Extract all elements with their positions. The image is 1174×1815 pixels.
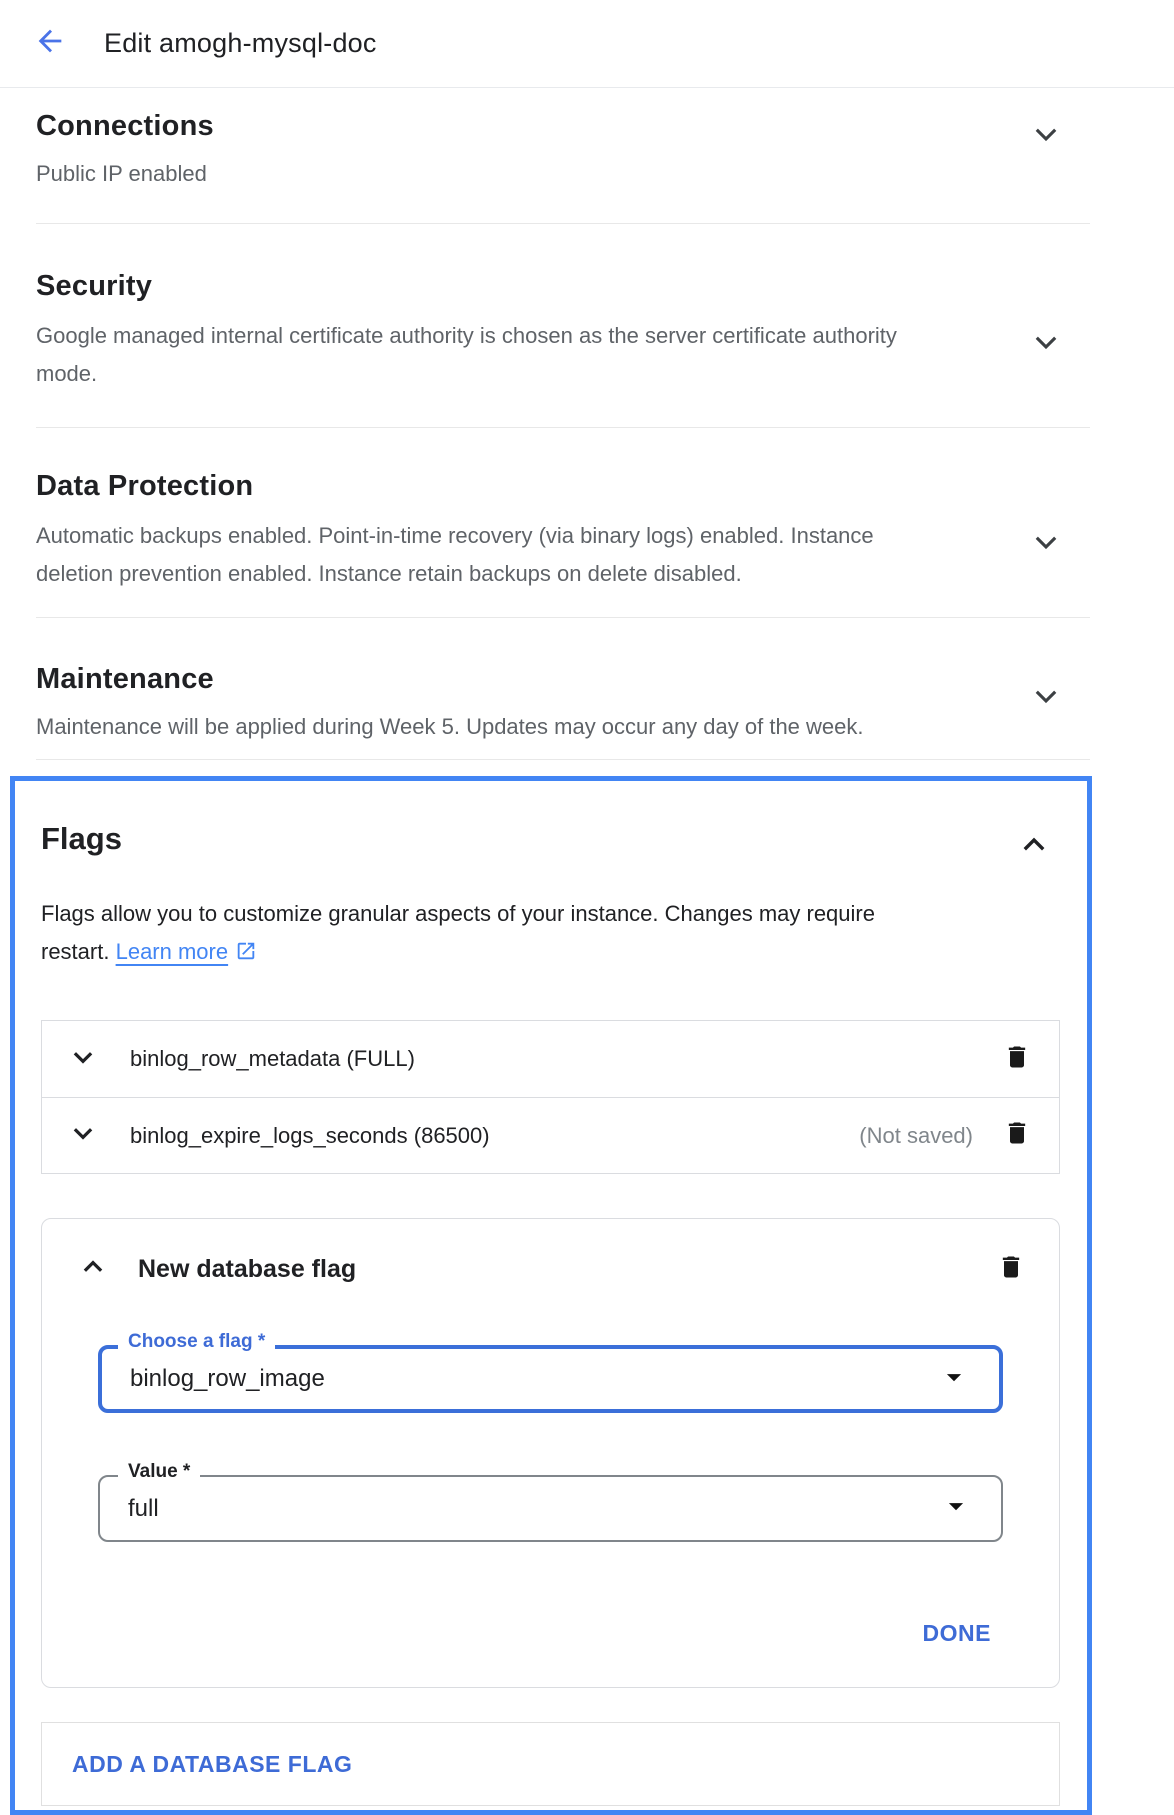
value-value: full xyxy=(128,1494,159,1522)
section-connections xyxy=(36,88,1090,224)
choose-flag-field xyxy=(98,1331,1003,1413)
value-label: Value * xyxy=(118,1461,200,1483)
trash-icon xyxy=(1003,1043,1031,1076)
flag-row[interactable] xyxy=(42,1097,1059,1173)
section-description: Google managed internal certificate authority is chosen as the server certificate authority mode. xyxy=(36,323,897,386)
section-title: Security xyxy=(36,270,153,302)
delete-flag-button[interactable] xyxy=(1001,1120,1033,1152)
flag-list xyxy=(41,1020,1060,1174)
external-link-icon xyxy=(235,936,257,974)
expand-security-button[interactable] xyxy=(1028,326,1064,362)
add-database-flag-button[interactable]: ADD A DATABASE FLAG xyxy=(72,1750,353,1777)
learn-more-link[interactable]: Learn more xyxy=(115,939,229,964)
section-title: Data Protection xyxy=(36,470,254,502)
section-security xyxy=(36,224,1090,428)
chevron-down-icon xyxy=(1029,679,1063,718)
section-title: Connections xyxy=(36,110,214,142)
chevron-up-icon xyxy=(78,1252,108,1287)
trash-icon xyxy=(1003,1119,1031,1152)
flag-row[interactable] xyxy=(42,1021,1059,1097)
back-button[interactable] xyxy=(32,26,68,62)
chevron-down-icon xyxy=(68,1118,98,1153)
delete-new-flag-button[interactable] xyxy=(995,1253,1027,1285)
flag-status-badge: (Not saved) xyxy=(859,1122,973,1148)
chevron-down-icon xyxy=(68,1042,98,1077)
flag-name: binlog_expire_logs_seconds (86500) xyxy=(130,1122,490,1148)
trash-icon xyxy=(997,1253,1025,1286)
section-description: Automatic backups enabled. Point-in-time recovery (via binary logs) enabled. Instance deletion prevention enabled. Instance retain backups on delete disabled. xyxy=(36,523,874,586)
expand-data-protection-button[interactable] xyxy=(1028,526,1064,562)
expand-flag-button[interactable] xyxy=(68,1121,98,1151)
delete-flag-button[interactable] xyxy=(1001,1043,1033,1075)
section-maintenance xyxy=(36,618,1090,760)
page-title: Edit amogh-mysql-doc xyxy=(104,28,377,58)
section-title: Flags xyxy=(41,821,122,856)
new-flag-title: New database flag xyxy=(138,1254,357,1283)
chevron-down-icon xyxy=(1029,325,1063,364)
new-flag-card xyxy=(41,1218,1060,1688)
expand-connections-button[interactable] xyxy=(1028,118,1064,154)
collapse-new-flag-button[interactable] xyxy=(78,1254,108,1284)
chevron-up-icon xyxy=(1017,828,1051,867)
dropdown-caret-icon xyxy=(939,1489,973,1528)
choose-flag-value: binlog_row_image xyxy=(130,1365,325,1392)
expand-flag-button[interactable] xyxy=(68,1044,98,1074)
section-title: Maintenance xyxy=(36,663,214,695)
section-description: Public IP enabled xyxy=(36,161,207,186)
section-data-protection xyxy=(36,428,1090,618)
done-button[interactable]: DONE xyxy=(922,1620,991,1646)
flag-name: binlog_row_metadata (FULL) xyxy=(130,1046,415,1071)
value-field xyxy=(98,1461,1003,1542)
value-select[interactable] xyxy=(98,1475,1003,1542)
dropdown-caret-icon xyxy=(937,1360,971,1399)
section-description: Maintenance will be applied during Week 5. Updates may occur any day of the week. xyxy=(36,714,864,739)
expand-maintenance-button[interactable] xyxy=(1028,680,1064,716)
collapse-flags-button[interactable] xyxy=(1016,829,1052,865)
chevron-down-icon xyxy=(1029,525,1063,564)
choose-flag-label: Choose a flag * xyxy=(118,1331,275,1353)
add-flag-row xyxy=(41,1722,1060,1806)
flags-description-text: Flags allow you to customize granular aspects of your instance. Changes may require restart. xyxy=(41,901,875,964)
section-flags xyxy=(10,776,1092,1815)
flags-description xyxy=(41,895,946,974)
arrow-back-icon xyxy=(33,24,67,63)
choose-flag-select[interactable] xyxy=(98,1345,1003,1413)
app-bar xyxy=(0,0,1174,88)
chevron-down-icon xyxy=(1029,117,1063,156)
